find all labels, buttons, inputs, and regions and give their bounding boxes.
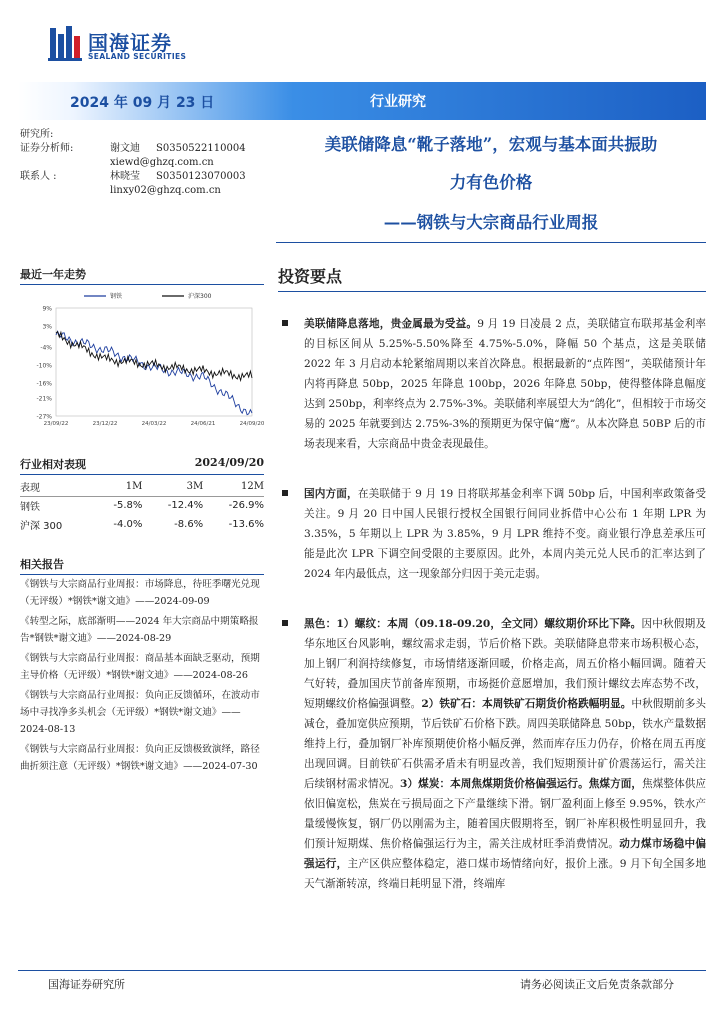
analyst-label: 证券分析师: xyxy=(20,143,74,154)
table-cell: -5.8% xyxy=(113,500,143,512)
bullet-icon xyxy=(282,490,288,496)
invest-point xyxy=(282,484,706,584)
analyst-row xyxy=(20,170,264,184)
logo xyxy=(48,24,208,66)
invest-heading: 投资要点 xyxy=(278,264,706,292)
table-cell: -13.6% xyxy=(228,519,264,530)
analyst-row xyxy=(20,128,264,142)
legend-label: 沪深300 xyxy=(188,293,212,300)
bullet-icon xyxy=(282,620,288,626)
paragraph-text: 焦煤整体供应依旧偏宽松，焦炭在亏损局面之下产量继续下滑。钢厂盈利面上修至 9.95%，铁水产量缓慢恢复，钢厂仍以刚需为主，随着国庆假期将至，钢厂补库积极性明显回升，我们预计短期煤、焦价格偏强运行为主，需关注成材旺季消费情况。 xyxy=(304,778,707,850)
related-report-link[interactable]: 《钢铁与大宗商品行业周报：商品基本面缺乏驱动，预期主导价格（无评级）*钢铁*谢文迪》——2024-08-26 xyxy=(20,653,260,681)
table-header-cell: 12M xyxy=(203,477,264,496)
paragraph-text: 因中秋假期及华东地区台风影响，螺纹需求走弱，节后价格下跌。美联储降息带来市场积极心态，加上钢厂利润持续修复，市场情绪逐渐回暖，价格走高，周五价格小幅回调。随着天气好转，叠加国庆节前备库预期，市场挺价意愿增加，我们预计螺纹去库态势不改，短期螺纹价格偏强调整。 xyxy=(304,618,706,710)
y-tick-label: -21% xyxy=(36,395,52,403)
trend-heading: 最近一年走势 xyxy=(20,266,264,285)
x-tick-label: 24/03/22 xyxy=(141,421,167,427)
report-title-line1: 美联储降息“靴子落地”，宏观与基本面共振助 xyxy=(324,135,658,154)
analyst-label: 联系人 : xyxy=(20,171,57,182)
header-banner xyxy=(18,82,706,120)
bullet-icon xyxy=(282,320,288,326)
table-cell: -4.0% xyxy=(113,519,143,530)
footer-divider xyxy=(18,970,706,971)
paragraph-lead: 动力煤市场稳中偏强运行， xyxy=(304,838,706,870)
x-tick-label: 24/09/20 xyxy=(239,421,264,427)
y-tick-label: 9% xyxy=(42,305,52,313)
trend-chart xyxy=(22,288,264,434)
report-subtitle: ——钢铁与大宗商品行业周报 xyxy=(383,213,599,232)
table-header-cell: 3M xyxy=(142,477,203,496)
table-header-row xyxy=(20,477,264,496)
y-tick-label: -16% xyxy=(36,380,52,388)
table-header-cell: 表现 xyxy=(20,477,93,496)
plot-frame xyxy=(56,308,252,416)
analyst-label: 研究所: xyxy=(20,129,54,140)
table-cell: 钢铁 xyxy=(20,502,40,514)
performance-date: 2024/09/20 xyxy=(194,456,264,469)
analyst-row xyxy=(20,142,264,156)
related-report-link[interactable]: 《钢铁与大宗商品行业周报：负向正反馈极致演绎，路径曲折须注意（无评级）*钢铁*谢文迪》——2024-07-30 xyxy=(20,744,260,772)
paragraph-text: 在美联储于 9 月 19 日将联邦基金利率下调 50bp 后，中国利率政策备受关注。9 月 20 日中国人民银行授权全国银行间同业拆借中心公布 1 年期 LPR 为 3.35%，5 年期以上 LPR 为 3.85%，9 月 LPR 维持不变。商业银行净息差承压可能是此次 LPR 下调空间受限的主要原因。此外，本周内美元兑人民币的汇率达到了 2024 年内最低点，这一现象部分归因于美元走弱。 xyxy=(304,488,707,580)
analyst-info xyxy=(20,128,264,198)
paragraph xyxy=(282,314,706,454)
related-reports xyxy=(20,576,264,778)
report-date: 2024 年 09 月 23 日 xyxy=(70,95,215,111)
related-report-link[interactable]: 《钢铁与大宗商品行业周报：负向正反馈循环，在波动市场中寻找净多头机会（无评级）*钢铁*谢文迪》——2024-08-13 xyxy=(20,690,260,735)
table-cell: -12.4% xyxy=(167,500,204,512)
related-heading: 相关报告 xyxy=(20,556,264,575)
analyst-email[interactable]: linxy02@ghzq.com.cn xyxy=(110,185,221,196)
report-category: 行业研究 xyxy=(370,94,426,110)
analyst-code: S0350522110004 xyxy=(156,143,246,154)
x-tick-label: 23/09/22 xyxy=(43,421,69,427)
series-line-hs300 xyxy=(56,332,252,381)
y-tick-label: 3% xyxy=(42,323,52,331)
table-row xyxy=(20,515,264,534)
logo-text-cn: 国海证券 xyxy=(88,31,172,55)
table-header-cell: 1M xyxy=(93,477,143,496)
y-tick-label: -27% xyxy=(36,413,52,421)
performance-table xyxy=(20,477,264,534)
paragraph-lead: 3）煤炭：本周焦煤期货价格偏强运行。焦煤方面， xyxy=(400,778,643,790)
sealand-logo-icon xyxy=(48,24,82,62)
analyst-name: 谢文迪 xyxy=(110,143,140,154)
paragraph-lead: 2）铁矿石：本周铁矿石期货价格跌幅明显。 xyxy=(421,698,632,710)
analyst-code: S0350123070003 xyxy=(156,171,246,182)
x-tick-label: 24/06/21 xyxy=(190,421,216,427)
table-row xyxy=(20,496,264,515)
invest-point xyxy=(282,314,706,454)
y-tick-label: -10% xyxy=(36,362,52,370)
paragraph-lead: 国内方面， xyxy=(304,488,358,500)
footer-disclaimer: 请务必阅读正文后免责条款部分 xyxy=(520,978,674,991)
footer-institute: 国海证券研究所 xyxy=(48,978,125,991)
table-cell: 沪深 300 xyxy=(20,521,63,532)
report-title-line2: 力有色价格 xyxy=(449,173,533,192)
paragraph-text: 主产区供应整体稳定，港口煤市场情绪向好，报价上涨。9 月下旬全国多地天气渐渐转凉，终端日耗明显下滑，终端库 xyxy=(304,858,706,890)
x-tick-label: 23/12/22 xyxy=(92,421,118,427)
performance-heading xyxy=(20,456,264,475)
table-cell: -8.6% xyxy=(174,519,204,530)
performance-section xyxy=(20,456,264,534)
paragraph-text: 9 月 19 日凌晨 2 点，美联储宣布联邦基金利率的目标区间从 5.25%-5.50%降至 4.75%-5.0%，降幅 50 个基点，这是美联储 2022 年 3 月启动本轮紧缩周期以来首次降息。根据最新的“点阵图”，美联储预计年内将再降息 50bp，2025 年降息 100bp，2026 年降息 50bp，使得整体降息幅度达到 250bp，利率终点为 2.75%-3%。美联储利率展望大为“鸽化”，但相较于市场交易的 2025 年就要到达 2.75%-3%的预期更为保守偏“鹰”。从本次降息 50BP 后的市场表现来看，大宗商品中贵金表现最佳。 xyxy=(304,318,707,450)
legend-label: 钢铁 xyxy=(110,293,123,300)
paragraph-lead: 黑色：1）螺纹：本周（09.18-09.20，全文同）螺纹期价环比下降。 xyxy=(304,618,642,630)
paragraph xyxy=(282,614,706,894)
paragraph-lead: 美联储降息落地，贵金属最为受益。 xyxy=(304,318,478,330)
paragraph xyxy=(282,484,706,584)
related-report-link[interactable]: 《钢铁与大宗商品行业周报：市场降息，待旺季曙光兑现（无评级）*钢铁*谢文迪》——2024-09-09 xyxy=(20,579,260,607)
analyst-name: 林晓莹 xyxy=(110,171,140,182)
related-report-link[interactable]: 《转型之际，底部渐明——2024 年大宗商品中期策略报告*钢铁*谢文迪》——2024-08-29 xyxy=(20,616,259,644)
logo-text-en: SEALAND SECURITIES xyxy=(88,52,187,61)
analyst-email[interactable]: xiewd@ghzq.com.cn xyxy=(110,157,214,168)
y-tick-label: -4% xyxy=(40,344,52,352)
invest-point xyxy=(282,614,706,894)
series-line-steel xyxy=(56,331,252,415)
title-divider xyxy=(276,242,706,243)
paragraph-text: 中秋假期前多头减仓，叠加宽供应预期，节后铁矿石价格下跌。周四美联储降息 50bp，铁水产量数据维持上行，叠加钢厂补库预期使价格小幅反弹，然而库存压力仍存，价格在周五再度出现回调。目前铁矿石供需矛盾未有明显改善，我们短期预计矿价震荡运行，需关注后续钢材需求情况。 xyxy=(304,698,707,790)
table-cell: -26.9% xyxy=(228,500,264,512)
performance-title: 行业相对表现 xyxy=(20,458,86,471)
